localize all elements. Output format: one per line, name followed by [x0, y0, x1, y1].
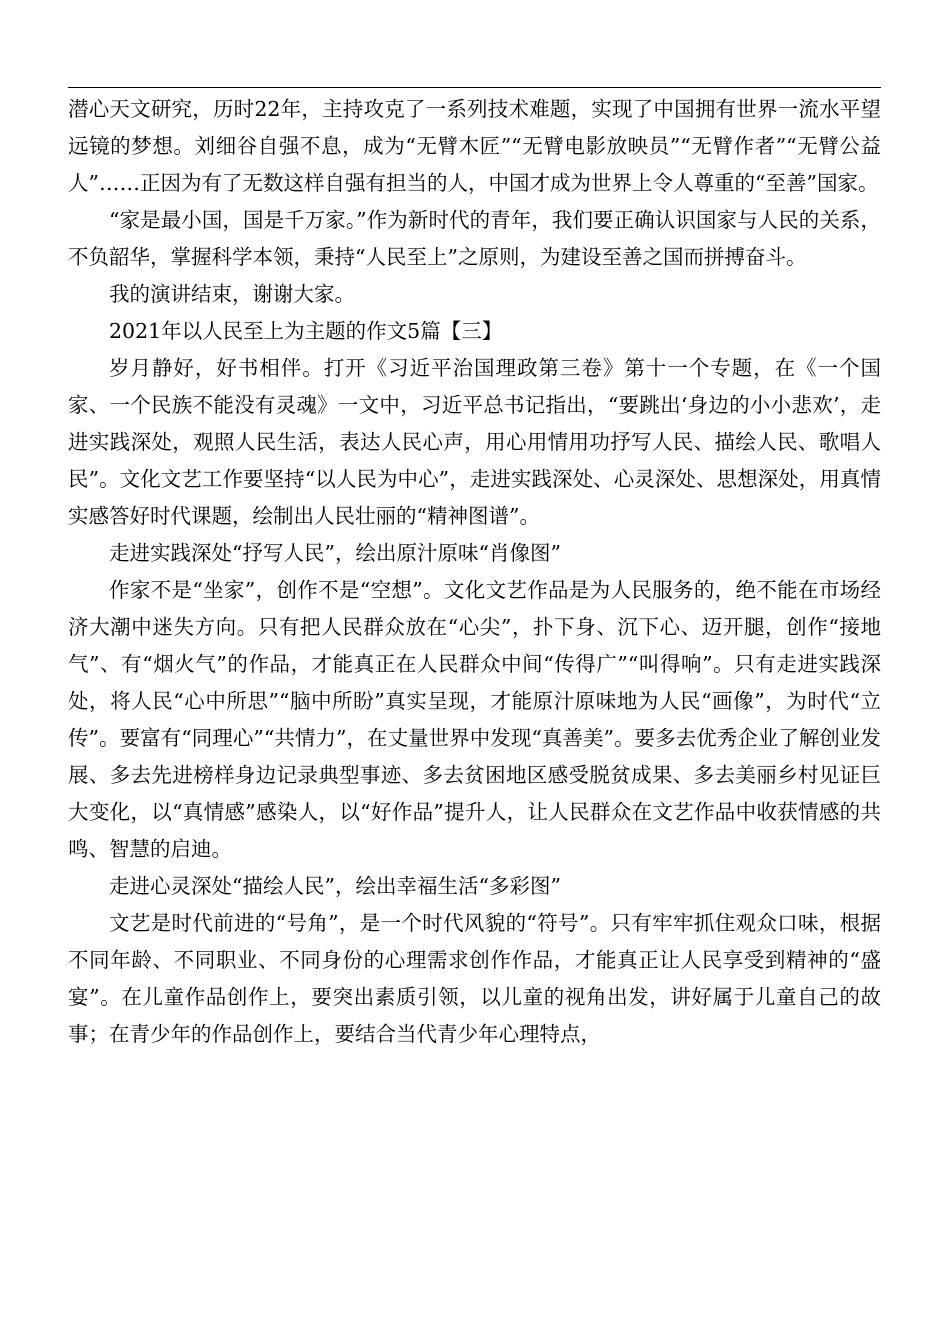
paragraph-1: 潜心天文研究，历时22年，主持攻克了一系列技术难题，实现了中国拥有世界一流水平望远镜的梦想。刘细谷自强不息，成为“无臂木匠”“无臂电影放映员”“无臂作者”“无臂公益人”……正因为有了无数这样自强有担当的人，中国才成为世界上令人尊重的“至善”国家。: [68, 97, 881, 195]
subheading-1: 走进实践深处“抒写人民”，绘出原汁原味“肖像图”: [109, 541, 561, 565]
paragraph-5: 岁月静好，好书相伴。打开《习近平治国理政第三卷》第十一个专题，在《一个国家、一个民族不能没有灵魂》一文中，习近平总书记指出，“要跳出‘身边的小小悲欢’，走进实践深处，观照人民生活，表达人民心声，用心用情用功抒写人民、描绘人民、歌唱人民”。文化文艺工作要坚持“以人民为中心”，走进实践深处、心灵深处、思想深处，用真情实感答好时代课题，绘制出人民壮丽的“精神图谱”。: [68, 356, 881, 528]
subheading-2: 走进心灵深处“描绘人民”，绘出幸福生活“多彩图”: [109, 874, 561, 898]
section-title: 2021年以人民至上为主题的作文5篇【三】: [109, 319, 503, 343]
header-rule: [68, 87, 881, 88]
paragraph-3: 我的演讲结束，谢谢大家。: [109, 282, 355, 306]
paragraph-2: “家是最小国，国是千万家。”作为新时代的青年，我们要正确认识国家与人民的关系，不负韶华，掌握科学本领，秉持“人民至上”之原则，为建设至善之国而拼搏奋斗。: [68, 208, 881, 269]
paragraph-9: 文艺是时代前进的“号角”，是一个时代风貌的“符号”。只有牢牢抓住观众口味，根据不同年龄、不同职业、不同身份的心理需求创作作品，才能真正让人民享受到精神的“盛宴”。在儿童作品创作上，要突出素质引领，以儿童的视角出发，讲好属于儿童自己的故事；在青少年的作品创作上，要结合当代青少年心理特点，: [68, 911, 881, 1046]
paragraph-7: 作家不是“坐家”，创作不是“空想”。文化文艺作品是为人民服务的，绝不能在市场经济大潮中迷失方向。只有把人民群众放在“心尖”，扑下身、沉下心、迈开腿，创作“接地气”、有“烟火气”的作品，才能真正在人民群众中间“传得广”“叫得响”。只有走进实践深处，将人民“心中所思”“脑中所盼”真实呈现，才能原汁原味地为人民“画像”，为时代“立传”。要富有“同理心”“共情力”，在丈量世界中发现“真善美”。要多去优秀企业了解创业发展、多去先进榜样身边记录典型事迹、多去贫困地区感受脱贫成果、多去美丽乡村见证巨大变化，以“真情感”感染人，以“好作品”提升人，让人民群众在文艺作品中收获情感的共鸣、智慧的启迪。: [68, 578, 881, 861]
document-body: [68, 91, 881, 1053]
